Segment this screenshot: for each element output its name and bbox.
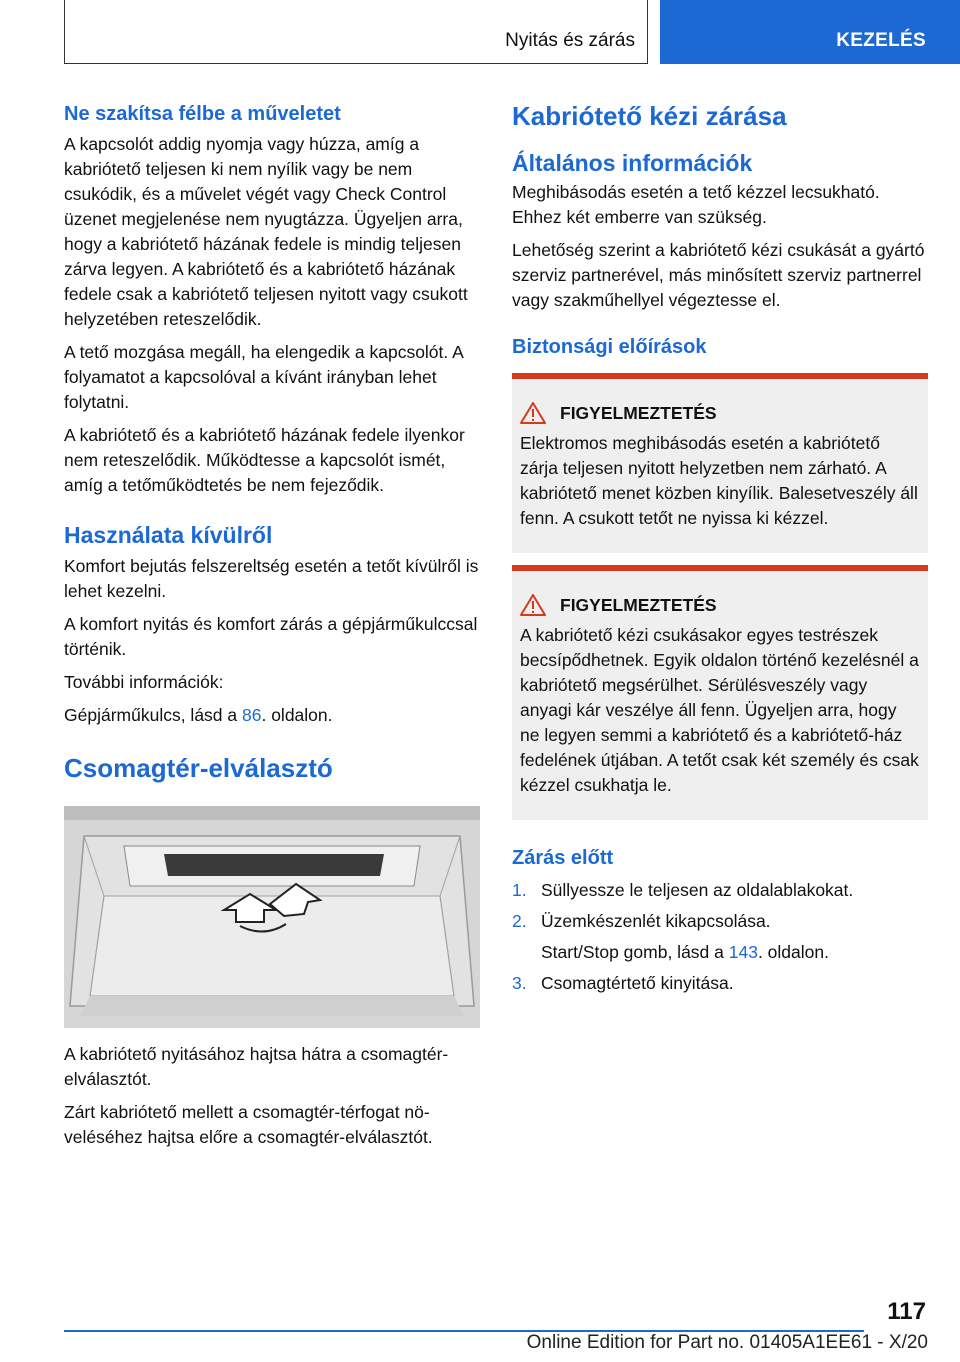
warning-box xyxy=(512,373,928,553)
step-sub-reference: Start/Stop gomb, lásd a 143. oldalon. xyxy=(541,942,829,962)
heading-safety: Biztonsági előírások xyxy=(512,336,707,358)
page-link-143[interactable]: 143 xyxy=(728,942,758,962)
figure-caption: A kabriótető nyitásához hajtsa hátra a csomagtér-elválasztót. xyxy=(64,1044,449,1089)
paragraph: A tető mozgása megáll, ha elengedik a kapcsolót. A folyamatot a kapcsolóval a kívánt irányban lehet folytatni. xyxy=(64,342,463,412)
figure-caption: Zárt kabriótető mellett a csomagtér-térfogat növeléséhez hajtsa előre a csomagtér-elválasztót. xyxy=(64,1102,433,1147)
warning-text: Elektromos meghibásodás esetén a kabriótető zárja teljesen nyitott helyzetben nem zárható. A kabriótető menet közben kinyílik. Balesetveszély áll fenn. A csukott tetőt ne nyissa ki kézzel. xyxy=(520,433,918,528)
warning-triangle-icon xyxy=(520,594,546,616)
warning-triangle-icon xyxy=(520,402,546,424)
header-section-title: Nyitás és zárás xyxy=(505,30,635,51)
steps-list xyxy=(512,878,928,934)
step-text: Süllyessze le teljesen az oldalablakokat. xyxy=(541,880,854,900)
trunk-illustration-svg xyxy=(64,806,480,1028)
heading-general-info: Általános információk xyxy=(512,150,753,176)
step-text: Üzemkészenlét kikapcsolása. xyxy=(541,911,771,931)
heading-manual-closing: Kabriótető kézi zárása xyxy=(512,101,787,131)
paragraph: Meghibásodás esetén a tető kézzel lecsukható. Ehhez két emberre van szükség. xyxy=(512,182,880,227)
footer-edition: Online Edition for Part no. 01405A1EE61 - X/20 xyxy=(526,1332,928,1353)
heading-trunk-divider: Csomagtér-elválasztó xyxy=(64,753,333,783)
step-number: 3. xyxy=(512,973,527,993)
warning-text: A kabriótető kézi csukásakor egyes testrészek becsípődhetnek. Egyik oldalon történő kezelésnél a kabriótető megsérülhet. Sérülésveszély vagy anyagi kár veszélye áll fenn. Ügyeljen arra, hogy ne legyen semmi a kabriótető és a kabriótető-ház fedelének útjában. A tetőt csak két személy és csak kézzel csukhatja le. xyxy=(520,625,919,795)
page-number: 117 xyxy=(887,1298,926,1325)
heading-before-closing: Zárás előtt xyxy=(512,847,614,869)
header-chapter-tab xyxy=(660,0,960,64)
warning-title: FIGYELMEZTETÉS xyxy=(560,595,717,615)
warning-title: FIGYELMEZTETÉS xyxy=(560,403,717,423)
heading-outside-operation: Használata kívülről xyxy=(64,522,273,548)
paragraph-key-reference: Gépjárműkulcs, lásd a 86. oldalon. xyxy=(64,705,333,725)
paragraph: A komfort nyitás és komfort zárás a gépjárműkulccsal történik. xyxy=(64,614,478,659)
step-number: 1. xyxy=(512,880,527,900)
paragraph: A kabriótető és a kabriótető házának fedele ilyenkor nem reteszelődik. Működtesse a kapcsolót ismét, amíg a tetőműködtetés be nem fejeződik. xyxy=(64,425,465,495)
header-chapter-title: KEZELÉS xyxy=(836,30,926,51)
heading-do-not-interrupt: Ne szakítsa félbe a műveletet xyxy=(64,103,341,125)
steps-list-continued xyxy=(512,971,928,996)
step-number: 2. xyxy=(512,911,527,931)
left-column xyxy=(64,100,480,1150)
paragraph: A kapcsolót addig nyomja vagy húzza, amíg a kabriótető teljesen ki nem nyílik vagy be nem csukódik, és a művelet végét vagy Check Control üzenet megjelenése nem nyugtázza. Ügyeljen arra, hogy a kabriótető házának fedele is mindig teljesen zárva legyen. A kabriótető és a kabriótető házának fedele csak a kabriótető teljesen nyitott vagy csukott helyzetében reteszelődik. xyxy=(64,134,468,329)
right-column xyxy=(512,100,928,1002)
page-link-86[interactable]: 86 xyxy=(242,705,262,725)
paragraph: További információk: xyxy=(64,672,224,692)
trunk-divider-illustration xyxy=(64,806,480,1028)
paragraph: Komfort bejutás felszereltség esetén a tetőt kívülről is lehet kezelni. xyxy=(64,556,479,601)
step-text: Csomagtértető kinyitása. xyxy=(541,973,734,993)
step-item xyxy=(512,971,928,996)
header-section-box xyxy=(64,0,648,64)
step-item xyxy=(512,909,928,934)
step-item xyxy=(512,878,928,903)
paragraph: Lehetőség szerint a kabriótető kézi csukását a gyártó szerviz partnerével, más minősített szerviz partnerrel vagy szakműhellyel végeztesse el. xyxy=(512,240,925,310)
warning-box xyxy=(512,565,928,820)
